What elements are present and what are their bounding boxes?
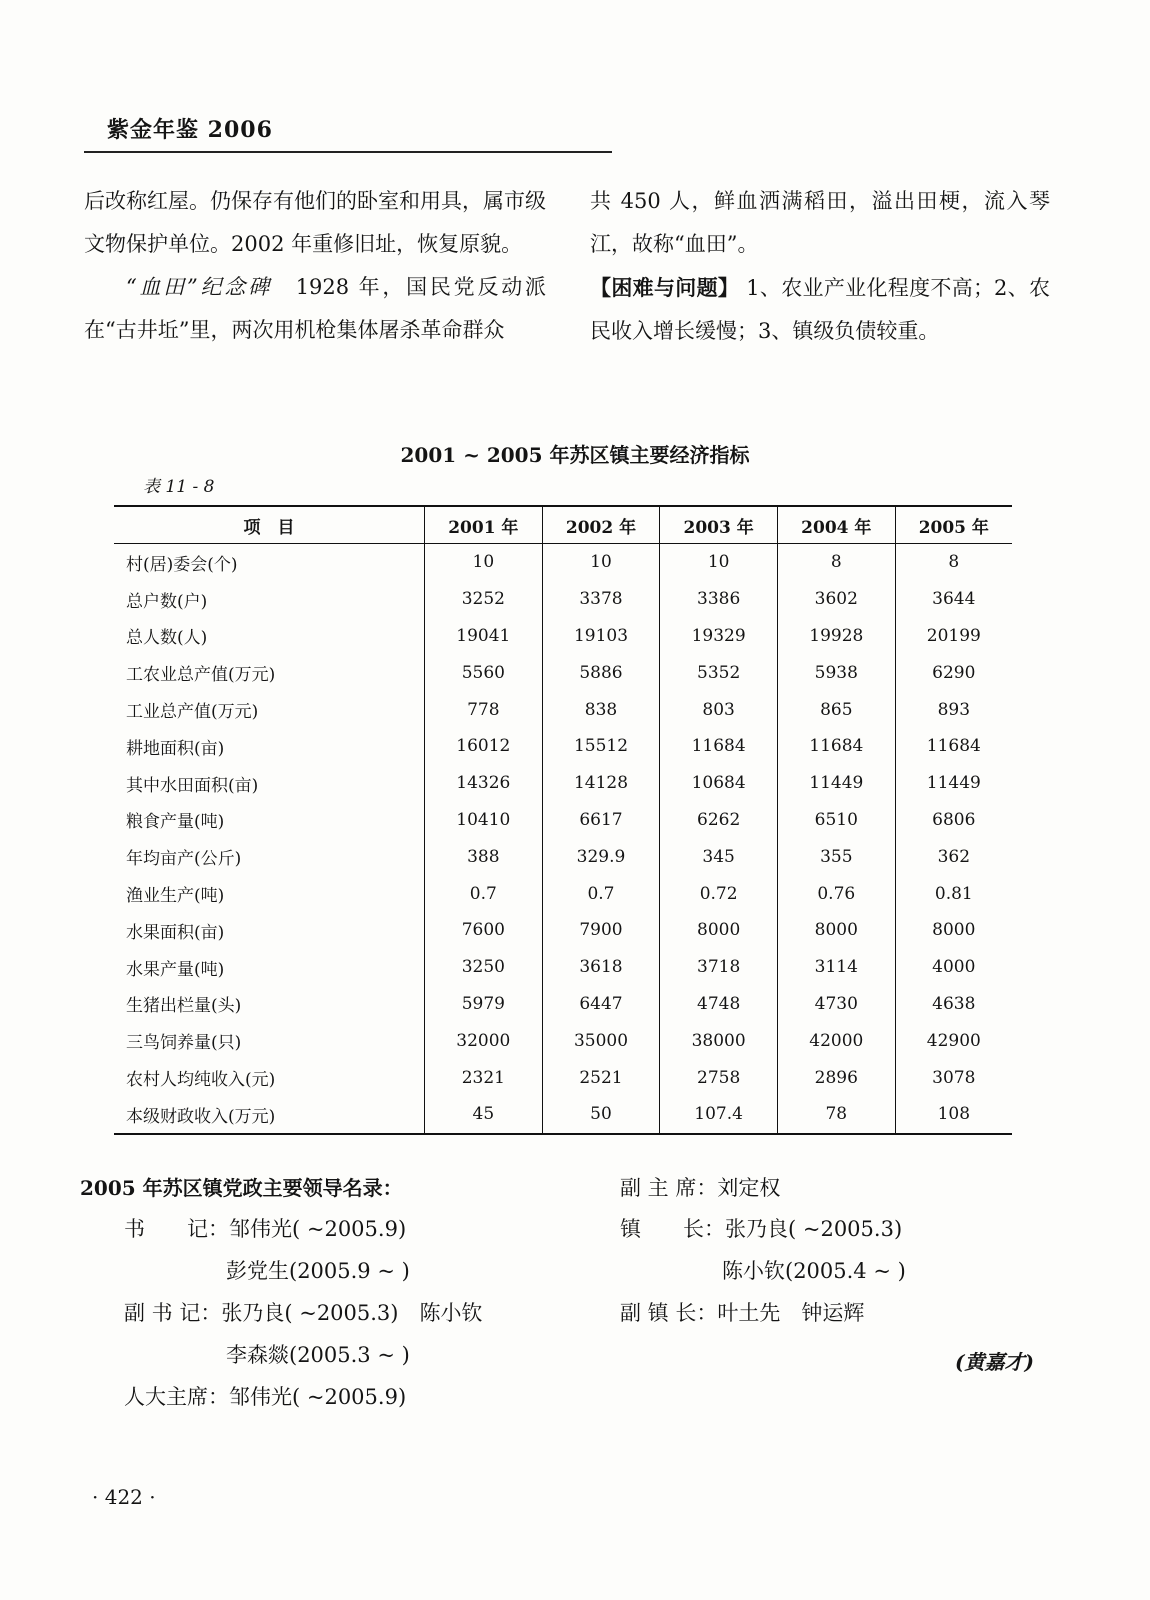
leaders-title: 2005 年苏区镇党政主要领导名录： — [80, 1176, 403, 1200]
row-value: 6290 — [895, 654, 1012, 691]
row-value: 0.72 — [660, 875, 778, 912]
row-label: 农村人均纯收入(元) — [126, 1070, 276, 1091]
row-value: 11684 — [777, 728, 895, 765]
row-label: 工业总产值(万元) — [126, 702, 259, 723]
row-value: 345 — [660, 838, 778, 875]
table-row — [114, 654, 1012, 691]
row-value: 3618 — [542, 949, 660, 986]
table-number: 表 11 - 8 — [143, 477, 215, 497]
row-value: 10 — [425, 544, 543, 581]
page-number: · 422 · — [92, 1485, 156, 1509]
row-label: 年均亩产(公斤) — [126, 849, 242, 870]
row-value: 19329 — [660, 618, 778, 655]
paragraph-blood-field-continued: 共 450 人，鲜血洒满稻田，溢出田梗，流入琴江，故称“血田”。 — [590, 189, 1050, 256]
row-value: 11684 — [660, 728, 778, 765]
row-value: 42900 — [895, 1022, 1012, 1059]
row-value: 2896 — [777, 1059, 895, 1096]
row-label: 村(居)委会(个) — [126, 554, 238, 575]
row-value: 3378 — [542, 581, 660, 618]
row-value: 2321 — [425, 1059, 543, 1096]
author-credit: (黄嘉才) — [955, 1350, 1034, 1374]
table-row — [114, 1059, 1012, 1096]
row-value: 8000 — [895, 912, 1012, 949]
row-value: 3252 — [425, 581, 543, 618]
row-value: 355 — [777, 838, 895, 875]
row-value: 0.7 — [425, 875, 543, 912]
table-row — [114, 838, 1012, 875]
table-row — [114, 618, 1012, 655]
row-value: 20199 — [895, 618, 1012, 655]
row-value: 8 — [895, 544, 1012, 581]
row-value: 10 — [542, 544, 660, 581]
row-label: 粮食产量(吨) — [126, 812, 225, 833]
row-value: 78 — [777, 1096, 895, 1134]
leader-npc-chair: 人大主席：邹伟光( ~2005.9) — [124, 1385, 407, 1409]
row-value: 6447 — [542, 986, 660, 1023]
row-label: 其中水田面积(亩) — [126, 775, 259, 796]
paragraph-blood-field-monument — [84, 266, 546, 352]
leader-deputy-mayor: 副 镇 长：叶土先 钟运辉 — [620, 1301, 865, 1325]
row-value: 0.81 — [895, 875, 1012, 912]
table-row — [114, 912, 1012, 949]
header-rule — [84, 151, 612, 153]
row-label: 总人数(人) — [126, 628, 208, 649]
row-value: 50 — [542, 1096, 660, 1134]
row-label: 水果面积(亩) — [126, 922, 225, 943]
row-value: 32000 — [425, 1022, 543, 1059]
table-row — [114, 581, 1012, 618]
row-value: 3602 — [777, 581, 895, 618]
row-value: 35000 — [542, 1022, 660, 1059]
row-value: 3078 — [895, 1059, 1012, 1096]
row-value: 14128 — [542, 765, 660, 802]
row-label: 工农业总产值(万元) — [126, 665, 276, 686]
table-row — [114, 728, 1012, 765]
row-value: 16012 — [425, 728, 543, 765]
row-value: 11449 — [895, 765, 1012, 802]
paragraph-problems — [590, 266, 1050, 353]
row-value: 19928 — [777, 618, 895, 655]
table-row — [114, 765, 1012, 802]
row-value: 38000 — [660, 1022, 778, 1059]
row-value: 2521 — [542, 1059, 660, 1096]
row-value: 865 — [777, 691, 895, 728]
header-2005: 2005 年 — [895, 506, 1012, 544]
monument-text: 1928 年，国民党反动派在“古井坵”里，两次用机枪集体屠杀革命群众 — [84, 275, 547, 342]
row-label: 三鸟饲养量(只) — [126, 1033, 242, 1054]
row-value: 329.9 — [542, 838, 660, 875]
row-value: 11449 — [777, 765, 895, 802]
row-label: 渔业生产(吨) — [126, 886, 225, 907]
table-row — [114, 875, 1012, 912]
row-value: 5352 — [660, 654, 778, 691]
running-header-title: 紫金年鉴 2006 — [107, 117, 273, 143]
row-value: 4638 — [895, 986, 1012, 1023]
row-value: 10410 — [425, 802, 543, 839]
row-value: 10684 — [660, 765, 778, 802]
row-value: 893 — [895, 691, 1012, 728]
header-2004: 2004 年 — [777, 506, 895, 544]
leader-mayor: 镇 长：张乃良( ~2005.3) — [620, 1217, 903, 1241]
problems-text: 1、农业产业化程度不高；2、农民收入增长缓慢；3、镇级负债较重。 — [590, 276, 1050, 343]
leader-vice-chair: 副 主 席：刘定权 — [620, 1176, 781, 1200]
table-row — [114, 1096, 1012, 1134]
row-value: 6617 — [542, 802, 660, 839]
row-value: 7600 — [425, 912, 543, 949]
row-value: 6806 — [895, 802, 1012, 839]
economic-indicators-table — [114, 505, 1012, 1135]
row-value: 45 — [425, 1096, 543, 1134]
row-value: 3114 — [777, 949, 895, 986]
row-value: 8000 — [777, 912, 895, 949]
leader-mayor-2: 陈小钦(2005.4 ~ ) — [722, 1259, 906, 1283]
table-row — [114, 949, 1012, 986]
row-value: 8000 — [660, 912, 778, 949]
row-value: 42000 — [777, 1022, 895, 1059]
row-value: 5560 — [425, 654, 543, 691]
row-value: 10 — [660, 544, 778, 581]
header-2002: 2002 年 — [542, 506, 660, 544]
header-2003: 2003 年 — [660, 506, 778, 544]
row-value: 0.76 — [777, 875, 895, 912]
left-column — [84, 180, 546, 352]
table-header-row — [114, 506, 1012, 544]
header-2001: 2001 年 — [425, 506, 543, 544]
row-value: 3644 — [895, 581, 1012, 618]
row-value: 19103 — [542, 618, 660, 655]
row-value: 4730 — [777, 986, 895, 1023]
table-row — [114, 691, 1012, 728]
row-label: 生猪出栏量(头) — [126, 996, 242, 1017]
row-label: 耕地面积(亩) — [126, 738, 225, 759]
problems-keyword: 【困难与问题】 — [590, 275, 740, 300]
monument-keyword: “血田”纪念碑 — [126, 275, 272, 299]
row-value: 4000 — [895, 949, 1012, 986]
row-value: 5938 — [777, 654, 895, 691]
row-value: 19041 — [425, 618, 543, 655]
row-value: 3250 — [425, 949, 543, 986]
row-value: 5979 — [425, 986, 543, 1023]
row-value: 6510 — [777, 802, 895, 839]
table-title: 2001 ~ 2005 年苏区镇主要经济指标 — [400, 443, 750, 467]
row-value: 11684 — [895, 728, 1012, 765]
row-value: 3718 — [660, 949, 778, 986]
row-value: 2758 — [660, 1059, 778, 1096]
row-value: 3386 — [660, 581, 778, 618]
leader-secretary: 书 记：邹伟光( ~2005.9) — [124, 1217, 407, 1241]
row-value: 7900 — [542, 912, 660, 949]
header-item: 项 目 — [114, 506, 425, 544]
table-row — [114, 986, 1012, 1023]
table-row — [114, 544, 1012, 581]
right-column — [590, 180, 1050, 353]
table-body — [114, 544, 1012, 1134]
row-value: 8 — [777, 544, 895, 581]
row-value: 14326 — [425, 765, 543, 802]
leader-deputy-secretary: 副 书 记：张乃良( ~2005.3) 陈小钦 — [124, 1301, 483, 1325]
row-value: 803 — [660, 691, 778, 728]
row-value: 15512 — [542, 728, 660, 765]
row-value: 107.4 — [660, 1096, 778, 1134]
row-value: 388 — [425, 838, 543, 875]
row-value: 108 — [895, 1096, 1012, 1134]
row-value: 6262 — [660, 802, 778, 839]
table-row — [114, 802, 1012, 839]
row-value: 0.7 — [542, 875, 660, 912]
table-row — [114, 1022, 1012, 1059]
row-value: 4748 — [660, 986, 778, 1023]
row-value: 5886 — [542, 654, 660, 691]
leader-deputy-secretary-2: 李森燚(2005.3 ~ ) — [226, 1343, 410, 1367]
row-value: 778 — [425, 691, 543, 728]
row-label: 水果产量(吨) — [126, 959, 225, 980]
row-value: 362 — [895, 838, 1012, 875]
row-label: 总户数(户) — [126, 591, 208, 612]
row-value: 838 — [542, 691, 660, 728]
leader-secretary-2: 彭党生(2005.9 ~ ) — [226, 1259, 410, 1283]
paragraph-red-house: 后改称红屋。仍保存有他们的卧室和用具，属市级文物保护单位。2002 年重修旧址，恢复原貌。 — [84, 189, 546, 256]
row-label: 本级财政收入(万元) — [126, 1106, 276, 1127]
